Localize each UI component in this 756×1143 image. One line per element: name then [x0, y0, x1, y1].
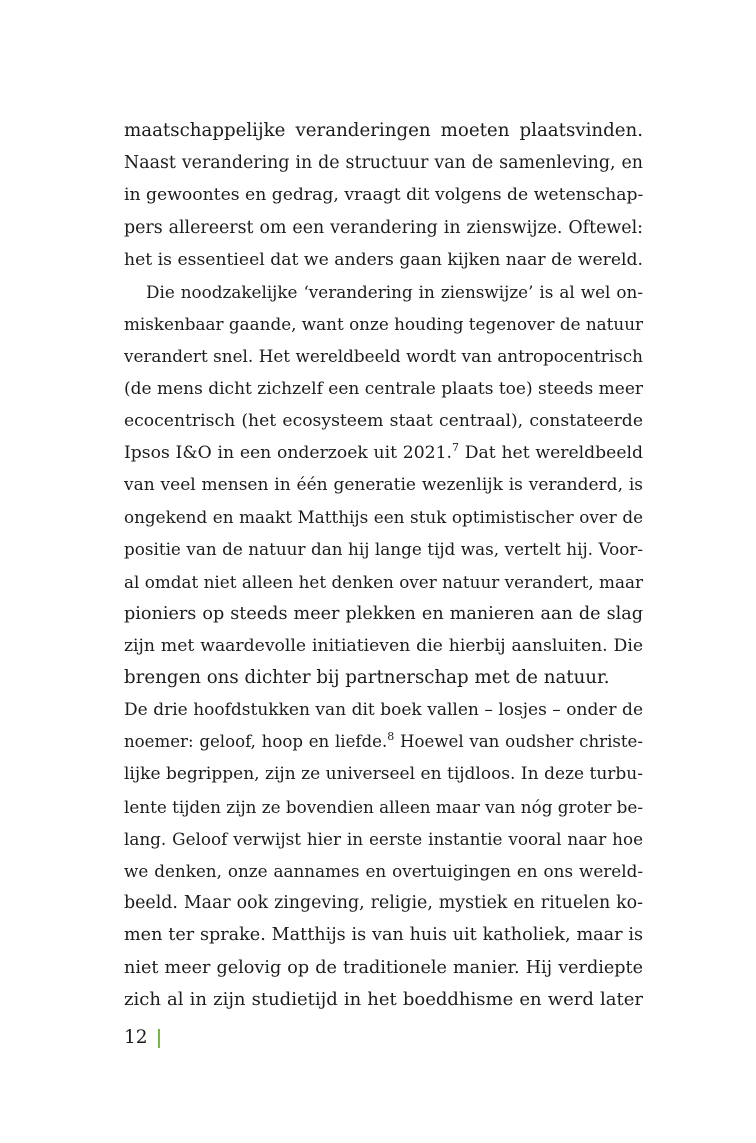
text-line: niet meer gelovig op de traditionele manier. Hij verdiepte [124, 957, 643, 978]
text-line: zich al in zijn studietijd in het boeddhisme en werd later [124, 988, 643, 1010]
text-line: men ter sprake. Matthijs is van huis uit katholiek, maar is [124, 925, 643, 946]
text-line: ongekend en maakt Matthijs een stuk optimistischer over de [124, 507, 643, 528]
text-segment: Ipsos I&O in een onderzoek uit 2021. [124, 442, 452, 463]
text-line: we denken, onze aannames en overtuigingen en ons wereld- [124, 860, 643, 881]
text-line: in gewoontes en gedrag, vraagt dit volgens de wetenschap- [124, 185, 644, 206]
body-text-section-2 [124, 694, 643, 1016]
text-segment: noemer: geloof, hoop en liefde. [124, 732, 388, 752]
body-text-section-1 [124, 115, 643, 694]
text-line: Naast verandering in de structuur van de samenleving, en [124, 153, 643, 174]
text-segment: Dat het wereldbeeld [464, 442, 643, 463]
text-line: pers allereerst om een verandering in zienswijze. Oftewel: [124, 217, 643, 238]
text-line: zijn met waardevolle initiatieven die hierbij aansluiten. Die [124, 636, 643, 656]
text-line: miskenbaar gaande, want onze houding tegenover de natuur [124, 314, 644, 335]
text-line: beeld. Maar ook zingeving, religie, mystiek en rituelen ko- [124, 893, 643, 914]
text-line: het is essentieel dat we anders gaan kijken naar de wereld. [124, 249, 643, 270]
text-line [124, 726, 643, 758]
text-segment: Hoewel van oudsher christe- [394, 732, 643, 752]
text-line: Die noodzakelijke ‘verandering in zienswijze’ is al wel on- [146, 281, 643, 302]
text-line: pioniers op steeds meer plekken en manieren aan de slag [124, 603, 643, 624]
text-line: lijke begrippen, zijn ze universeel en tijdloos. In deze turbu- [124, 764, 643, 785]
text-line: ecocentrisch (het ecosysteem staat centraal), constateerde [124, 410, 643, 431]
footnote-reference: 8 [387, 730, 395, 744]
text-line [124, 437, 643, 469]
text-line: (de mens dicht zichzelf een centrale plaats toe) steeds meer [124, 378, 644, 399]
footnote-reference: 7 [452, 440, 459, 454]
text-line: lang. Geloof verwijst hier in eerste instantie vooral naar hoe [124, 828, 643, 849]
folio-divider [158, 1029, 160, 1048]
text-line: brengen ons dichter bij partnerschap met de natuur. [124, 667, 610, 689]
text-line: verandert snel. Het wereldbeeld wordt van antropocentrisch [124, 346, 643, 367]
page-footer [124, 1024, 160, 1052]
text-line: van veel mensen in één generatie wezenlijk is veranderd, is [124, 475, 643, 496]
text-line: De drie hoofdstukken van dit boek vallen – losjes – onder de [124, 700, 643, 720]
text-line: lente tijden zijn ze bovendien alleen maar van nóg groter be- [124, 796, 644, 817]
page-number: 12 [124, 1027, 148, 1048]
text-line: positie van de natuur dan hij lange tijd was, vertelt hij. Voor- [124, 539, 643, 560]
text-line: maatschappelijke veranderingen moeten plaatsvinden. [124, 120, 643, 141]
text-line: al omdat niet alleen het denken over natuur verandert, maar [124, 571, 643, 592]
